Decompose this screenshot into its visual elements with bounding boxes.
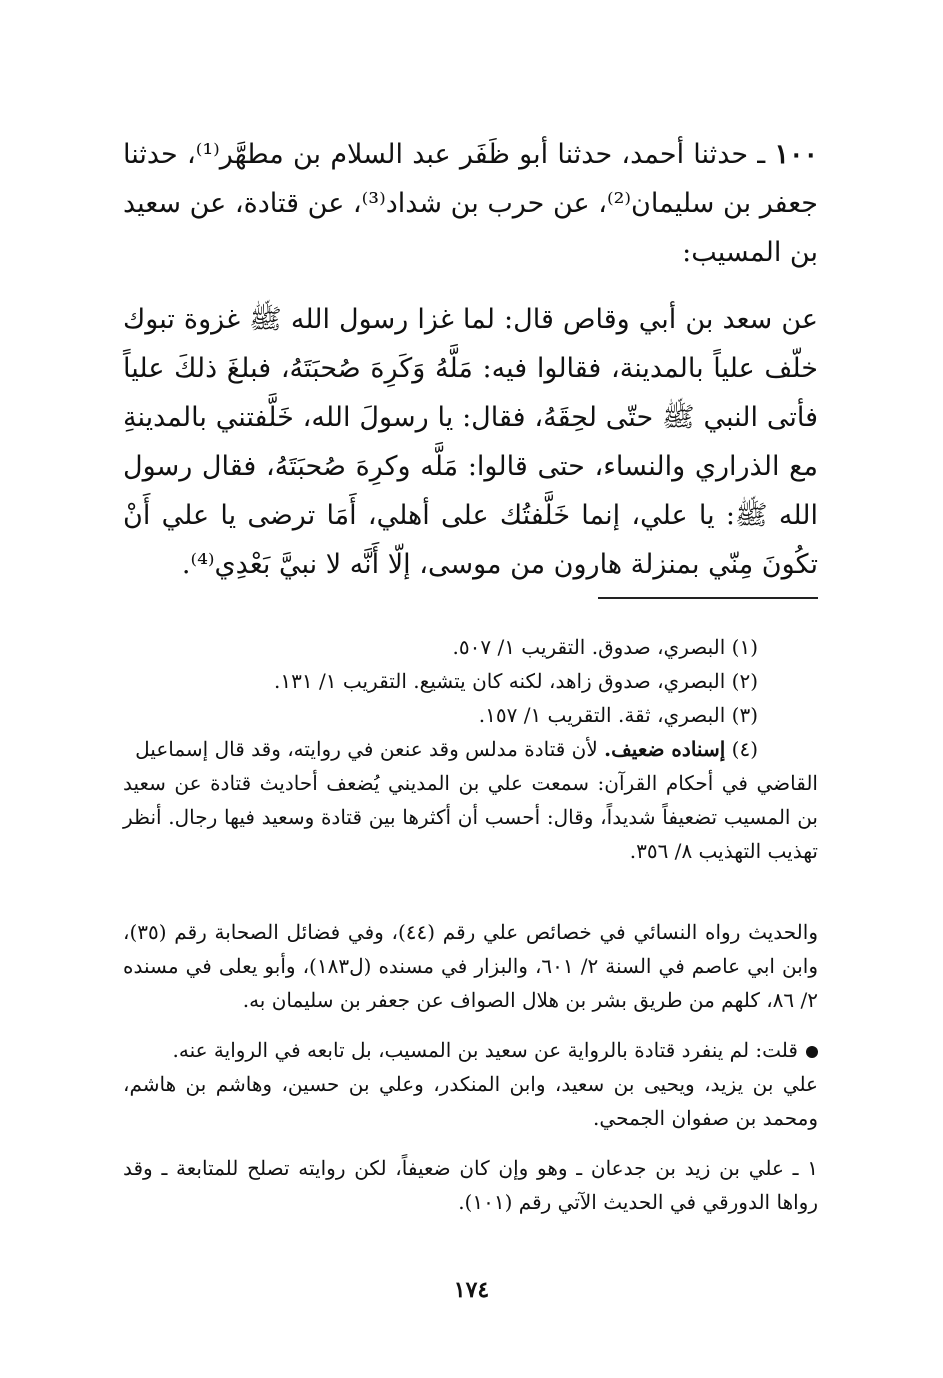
footnote-2	[123, 664, 818, 698]
main-text	[123, 130, 818, 589]
qultu-text: قلت: لم ينفرد قتادة بالرواية عن سعيد بن المسيب، بل تابعه في الرواية عنه.	[172, 1038, 798, 1062]
page-number: ١٧٤	[453, 1277, 490, 1303]
hadith-isnad: ـ حدثنا أحمد، حدثنا أبو ظَفَر عبد السلام بن مطهَّر⁽¹⁾، حدثنا جعفر بن سليمان⁽²⁾، عن حرب بن شداد⁽³⁾، عن قتادة، عن سعيد بن المسيب:	[123, 139, 818, 268]
bullet-icon	[806, 1046, 818, 1058]
footnote-number: (٤)	[731, 737, 758, 761]
footnote-number: (٢)	[731, 669, 758, 693]
footnote-3	[123, 698, 818, 732]
note-item-1: ١ ـ علي بن زيد بن جدعان ـ وهو وإن كان ضعيفاً، لكن روايته تصلح للمتابعة ـ وقد رواها الدورقي في الحديث الآتي رقم (١٠١).	[123, 1156, 818, 1214]
footnote-text: البصري، ثقة. التقريب ١/ ١٥٧.	[478, 703, 726, 727]
footnote-number: (٣)	[731, 703, 758, 727]
hadith-isnad-paragraph	[123, 130, 818, 277]
hadith-number: ١٠٠	[774, 139, 818, 170]
footnote-number: (١)	[731, 635, 758, 659]
footnote-verdict: إسناده ضعيف.	[604, 737, 726, 761]
takhrij-notes	[123, 915, 818, 1219]
followers-paragraph: علي بن يزيد، ويحيى بن سعيد، وابن المنكدر، وعلي بن حسين، وهاشم بن هاشم، ومحمد بن صفوان الجمحي.	[123, 1072, 818, 1130]
footnote-1	[123, 630, 818, 664]
footnote-divider	[598, 597, 818, 599]
footnote-text: لأن قتادة مدلس وقد عنعن في روايته، وقد قال إسماعيل	[135, 737, 598, 761]
footnote-4	[123, 732, 818, 766]
qultu-paragraph	[123, 1033, 818, 1067]
takhrij-paragraph: والحديث رواه النسائي في خصائص علي رقم (٤٤)، وفي فضائل الصحابة رقم (٣٥)، وابن ابي عاصم في السنة ٢/ ٦٠١، والبزار في مسنده (ل١٨٣)، وأبو يعلى في مسنده ٢/ ٨٦، كلهم من طريق بشر بن هلال الصواف عن جعفر بن سليمان به.	[123, 920, 818, 1012]
footnotes	[123, 630, 818, 868]
hadith-matn: عن سعد بن أبي وقاص قال: لما غزا رسول الله ﷺ غزوة تبوك خلّف علياً بالمدينة، فقالوا فيه: مَلَّهُ وَكَرِهَ صُحبَتَهُ، فبلغَ ذلكَ علياً فأتى النبي ﷺ حتّى لحِقَهُ، فقال: يا رسولَ الله، خَلَّفتني بالمدينةِ مع الذراري والنساء، حتى قالوا: مَلَّه وكرِهَ صُحبَتَهُ، فقال رسول الله ﷺ: يا علي، إنما خَلَّفتُك على أهلي، أَمَا ترضى يا علي أَنْ تكُونَ مِنّي بمنزلة هارون من موسى، إلّا أَنَّه لا نبيَّ بَعْدِي⁽⁴⁾.	[123, 304, 818, 580]
footnote-4-continuation: القاضي في أحكام القرآن: سمعت علي بن المديني يُضعف أحاديث قتادة عن سعيد بن المسيب تضعيفاً شديداً، وقال: أحسب أن أكثرها بين قتادة وسعيد فيها رجال. أنظر تهذيب التهذيب ٨/ ٣٥٦.	[123, 771, 818, 863]
footnote-text: البصري، صدوق. التقريب ١/ ٥٠٧.	[452, 635, 726, 659]
footnote-text: البصري، صدوق زاهد، لكنه كان يتشيع. التقريب ١/ ١٣١.	[274, 669, 726, 693]
